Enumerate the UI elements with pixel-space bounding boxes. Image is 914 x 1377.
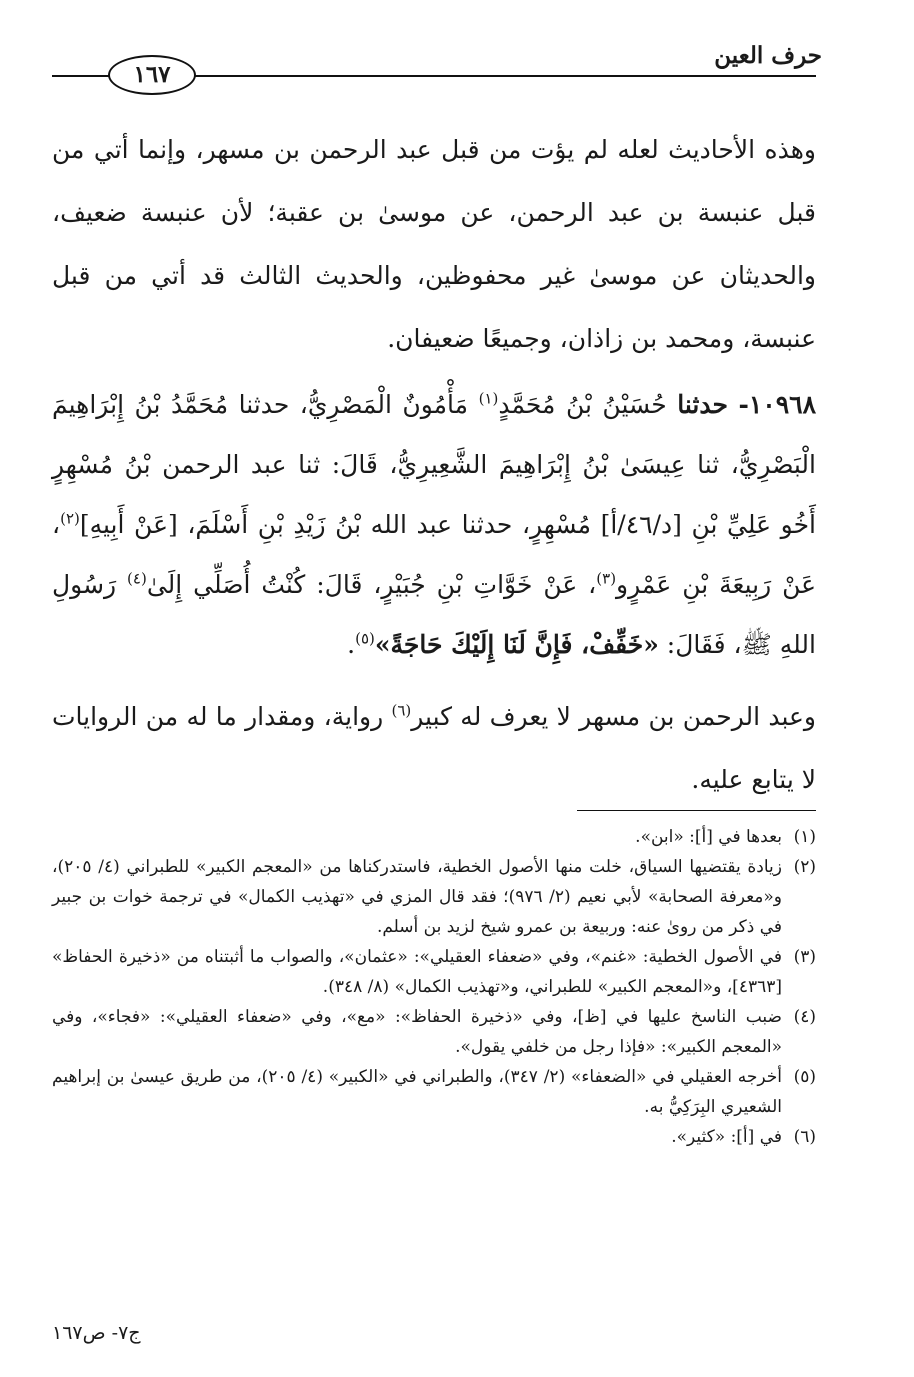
footnote-ref: (٣) xyxy=(596,569,617,588)
footnote-text: زيادة يقتضيها السياق، خلت منها الأصول الخطية، فاستدركناها من «المعجم الكبير» للطبراني (٤/ ٢٠٥)، و«معرفة الصحابة» لأبي نعيم (٢/ ٩٧٦)؛ فقد قال المزي في «تهذيب الكمال» في ترجمة خوات بن جبير في ذكر من روىٰ عنه: وربيعة بن عمرو شيخ لزيد بن أسلم. xyxy=(52,857,783,937)
footnotes xyxy=(52,822,816,1152)
hadith-paragraph xyxy=(52,375,816,675)
footnote-ref: (٦) xyxy=(391,701,412,720)
footnote-text: ضبب الناسخ عليها في [ظ]، وفي «ذخيرة الحفاظ»: «مع»، وفي «ضعفاء العقيلي»: «فجاء»، وفي «المعجم الكبير»: «فإذا رجل من خلفي يقول». xyxy=(52,1007,782,1057)
footnote xyxy=(52,1002,816,1062)
footnote-number: (٢) xyxy=(793,857,816,877)
footnote xyxy=(52,1122,816,1152)
footnote-text: بعدها في [أ]: «ابن». xyxy=(635,827,782,847)
footnote-number: (٦) xyxy=(793,1127,816,1147)
footnote xyxy=(52,1062,816,1122)
hadith-number: ١٠٩٦٨- xyxy=(738,390,816,419)
footnote-number: (١) xyxy=(793,827,816,847)
running-header-title: حرف العين xyxy=(714,42,822,69)
footnote-number: (٣) xyxy=(793,947,816,967)
prophetic-quote: «خَفِّفْ، فَإِنَّ لَنَا إِلَيْكَ حَاجَةً» xyxy=(374,630,659,659)
page-number-badge: ١٦٧ xyxy=(108,55,196,95)
footnote-ref: (٢) xyxy=(60,509,80,528)
hadith-text: مَأْمُونٌ الْمَصْرِيُّ، حدثنا مُحَمَّدُ بْنُ إِبْرَاهِيمَ الْبَصْرِيُّ، ثنا عِيسَىٰ بْنُ إِبْرَاهِيمَ الشَّعِيرِيُّ، قَالَ: ثنا عبد الرحمن بْنُ مُسْهِرٍ أَخُو عَلِيِّ بْنِ [د/٤٦/أ] مُسْهِرٍ، حدثنا عبد الله بْنُ زَيْدِ بْنِ أَسْلَمَ، [عَنْ أَبِيهِ] xyxy=(52,390,816,539)
main-text xyxy=(52,118,816,811)
hadith-text: حُسَيْنُ بْنُ مُحَمَّدٍ xyxy=(498,390,667,419)
hadith-text: ، عَنْ خَوَّاتِ بْنِ جُبَيْرٍ، قَالَ: كُنْتُ أُصَلِّي إِلَىٰ xyxy=(146,570,597,599)
footnote-text: في [أ]: «كثير». xyxy=(671,1127,782,1147)
footnote xyxy=(52,822,816,852)
assessment-text: رواية، ومقدار ما له من الروايات لا يتابع عليه. xyxy=(52,702,816,794)
footnote-ref: (١) xyxy=(478,389,499,408)
hadith-text: . xyxy=(347,630,356,659)
hadith-text: ، عَنْ رَبِيعَةَ بْنِ عَمْرٍو xyxy=(52,510,817,599)
footnote-ref: (٥) xyxy=(355,629,375,648)
footnote-separator xyxy=(577,810,816,811)
paragraph-commentary: وهذه الأحاديث لعله لم يؤت من قبل عبد الرحمن بن مسهر، وإنما أتي من قبل عنبسة بن عبد الرحمن، عن موسىٰ بن عقبة؛ لأن عنبسة ضعيف، والحديثان عن موسىٰ غير محفوظين، والحديث الثالث قد أتي من قبل عنبسة، ومحمد بن زاذان، وجميعًا ضعيفان. xyxy=(52,135,816,353)
footnote xyxy=(52,852,816,942)
paragraph-assessment xyxy=(52,685,816,811)
footnote-text: أخرجه العقيلي في «الضعفاء» (٢/ ٣٤٧)، والطبراني في «الكبير» (٤/ ٢٠٥)، من طريق عيسىٰ بن إبراهيم الشعيري البِرَكِيُّ به. xyxy=(52,1067,782,1117)
assessment-text: وعبد الرحمن بن مسهر لا يعرف له كبير xyxy=(411,702,817,731)
volume-page-reference: ج٧- ص١٦٧ xyxy=(52,1322,141,1344)
footnote-number: (٤) xyxy=(793,1007,816,1027)
hadith-text: رَسُولِ اللهِ ﷺ، فَقَالَ: xyxy=(52,570,816,659)
hadith-lead-word: حدثنا xyxy=(677,390,728,419)
footnote xyxy=(52,942,816,1002)
footnote-ref: (٤) xyxy=(127,569,147,588)
footnote-text: في الأصول الخطية: «غنم»، وفي «ضعفاء العقيلي»: «عثمان»، والصواب ما أثبتناه من «ذخيرة الحفاظ» [٤٣٦٣]، و«المعجم الكبير» للطبراني، و«تهذيب الكمال» (٨/ ٣٤٨). xyxy=(52,947,782,997)
footnote-number: (٥) xyxy=(793,1067,816,1087)
